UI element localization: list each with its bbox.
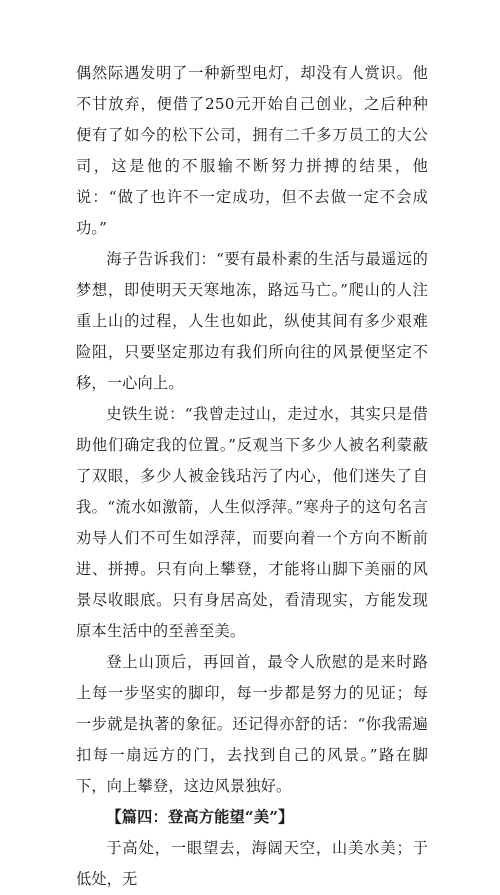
paragraph-haizi: 海子告诉我们：“要有最朴素的生活与最遥远的梦想，即使明天天寒地冻，路远马亡。”爬山的人注重上山的过程，人生也如此，纵使其间有多少艰难险阻，只要坚定那边有我们所向往的风景便坚定不移，一心向上。: [76, 250, 428, 392]
section-heading: 【篇四：登高方能望“美”】: [106, 808, 294, 826]
paragraph-last: 于高处，一眼望去，海阔天空，山美水美；于低处，无: [76, 839, 428, 888]
paragraph-continuation: 偶然际遇发明了一种新型电灯，却没有人赏识。他不甘放弃，便借了250元开始自己创业，之后种种便有了如今的松下公司，拥有二千多万员工的大公司，这是他的不服输不断努力拼搏的结果，他说：“做了也许不一定成功，但不去做一定不会成功。”: [76, 64, 428, 237]
paragraph-summit: 登上山顶后，再回首，最令人欣慰的是来时路上每一步坚实的脚印，每一步都是努力的见证；每一步就是执著的象征。还记得亦舒的话：“你我需遍扣每一扇远方的门，去找到自己的风景。”路在脚下，向上攀登，这边风景独好。: [76, 653, 428, 795]
document-body: [76, 58, 428, 895]
paragraph-shitiesheng: 史铁生说：“我曾走过山，走过水，其实只是借助他们确定我的位置。”反观当下多少人被名利蒙蔽了双眼，多少人被金钱玷污了内心，他们迷失了自我。“流水如激箭，人生似浮萍。”寒舟子的这句名言劝导人们不可生如浮萍，而要向着一个方向不断前进、拼搏。只有向上攀登，才能将山脚下美丽的风景尽收眼底。只有身居高处，看清现实，方能发现原本生活中的至善至美。: [76, 405, 428, 640]
